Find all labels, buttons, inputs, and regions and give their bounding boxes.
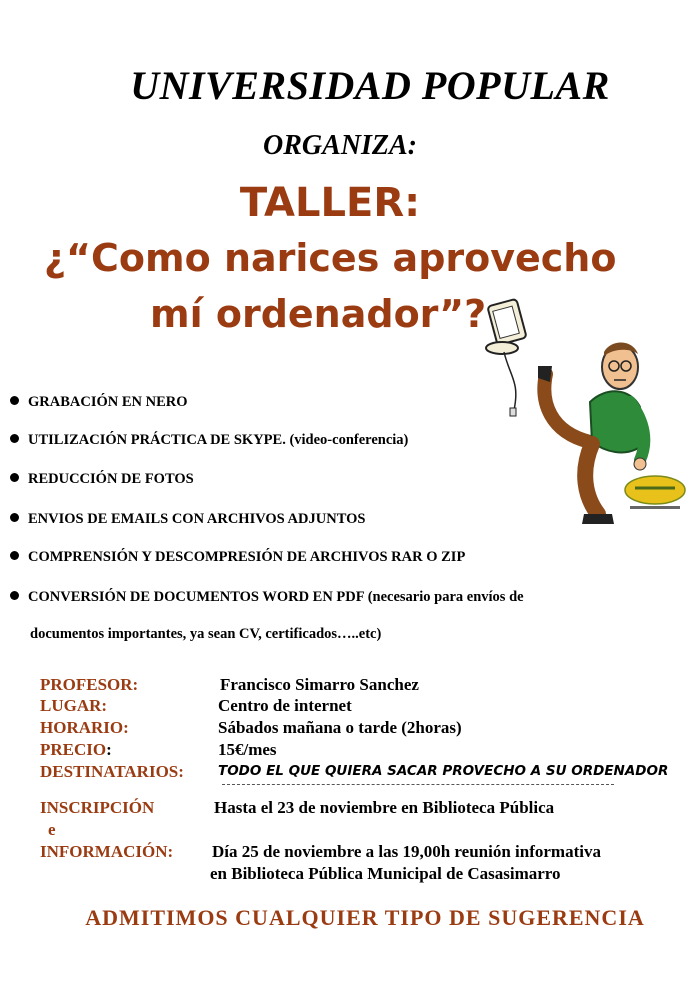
bullet-icon [10,396,19,405]
title-line-1: ¿“Como narices aprovecho [44,236,617,280]
topic-item: UTILIZACIÓN PRÁCTICA DE SKYPE. (video-conferencia) [10,432,408,449]
destinatarios-value: TODO EL QUE QUIERA SACAR PROVECHO A SU ORDENADOR [218,763,669,779]
topic-item: GRABACIÓN EN NERO [10,394,188,411]
informacion-value-1: Día 25 de noviembre a las 19,00h reunión informativa [212,842,601,861]
horario-label: HORARIO: [40,718,129,737]
inscripcion-label: INSCRIPCIÓN [40,798,155,817]
suggestions-footer: ADMITIMOS CUALQUIER TIPO DE SUGERENCIA [85,905,645,930]
topic-item: ENVIOS DE EMAILS CON ARCHIVOS ADJUNTOS [10,511,365,528]
inscripcion-value: Hasta el 23 de noviembre en Biblioteca Pública [214,798,555,817]
lugar-label: LUGAR: [40,696,108,715]
profesor-value: Francisco Simarro Sanchez [220,675,419,694]
precio-label: PRECIO: [40,740,112,759]
man-kicking-computer-icon [480,282,690,532]
organiza-heading: ORGANIZA: [262,130,417,161]
topic-item: COMPRENSIÓN Y DESCOMPRESIÓN DE ARCHIVOS RAR O ZIP [10,549,465,566]
destinatarios-label: DESTINATARIOS: [40,762,184,781]
topic-continuation: documentos importantes, ya sean CV, certificados…..etc) [30,626,382,642]
bullet-icon [10,473,19,482]
informacion-label: INFORMACIÓN: [40,842,174,861]
flying-monitor-icon [486,299,527,416]
horario-value: Sábados mañana o tarde (2horas) [218,718,462,737]
bullet-icon [10,513,19,522]
bullet-icon [10,551,19,560]
casasimarro-logo-icon [625,476,685,509]
precio-value: 15€/mes [218,740,277,759]
topic-item: REDUCCIÓN DE FOTOS [10,471,194,488]
taller-heading: TALLER: [239,180,421,226]
topic-item: CONVERSIÓN DE DOCUMENTOS WORD EN PDF (necesario para envíos de [10,589,524,606]
informacion-value-2: en Biblioteca Pública Municipal de Casasimarro [210,864,561,883]
lugar-value: Centro de internet [218,696,352,715]
bullet-icon [10,591,19,600]
organization-title: UNIVERSIDAD POPULAR [130,63,610,108]
profesor-label: PROFESOR: [40,675,139,694]
dashed-divider [222,784,614,785]
title-line-2: mí ordenador”? [150,292,487,336]
conjunction-label: e [48,820,56,839]
bullet-icon [10,434,19,443]
